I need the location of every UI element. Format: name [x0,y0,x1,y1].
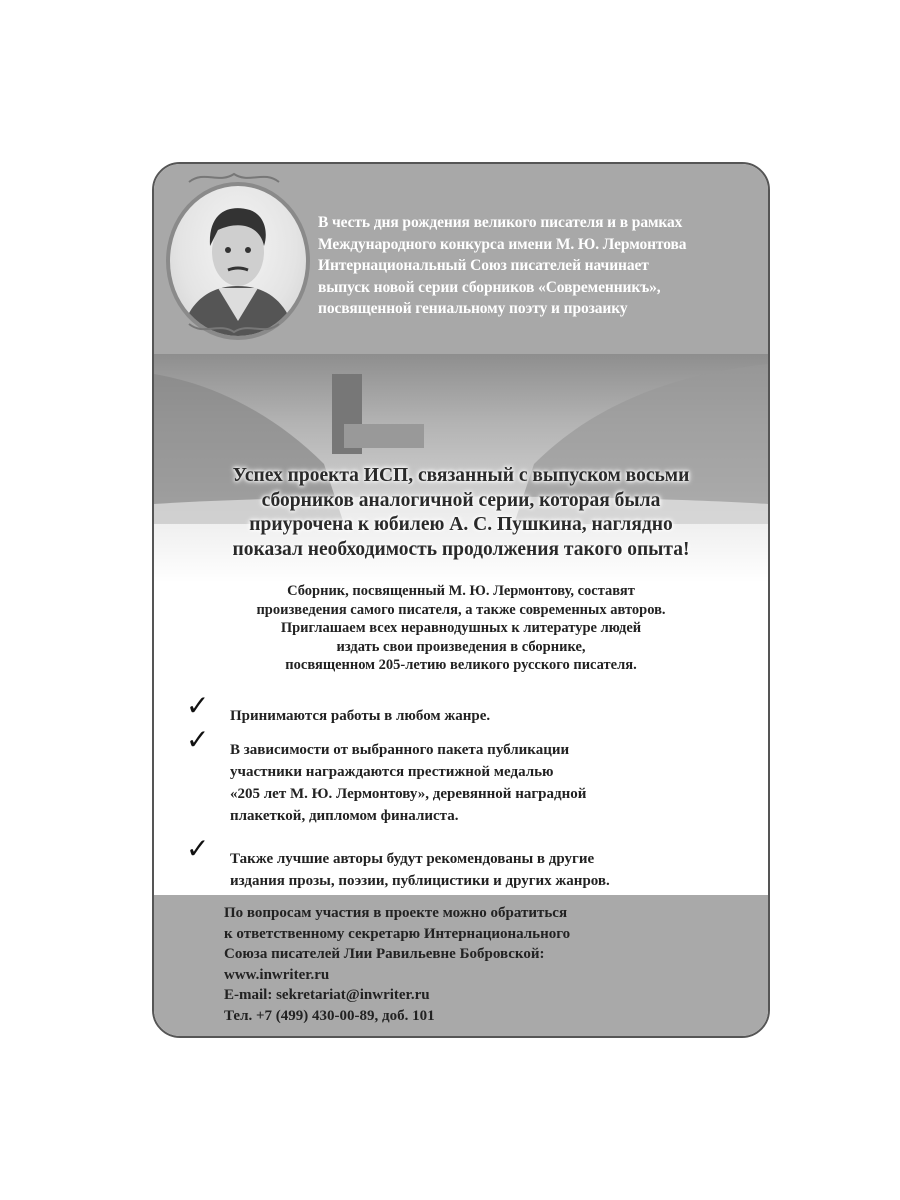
body-line: Сборник, посвященный М. Ю. Лермонтову, составят [287,583,635,599]
body-line: произведения самого писателя, а также современных авторов. [256,601,666,618]
checklist-line: «205 лет М. Ю. Лермонтову», деревянной наградной [230,786,587,802]
intro-line: посвященной гениальному поэту и прозаику [318,300,628,317]
checkmark-icon: ✓ [186,689,210,722]
ornament-bottom-icon [184,322,284,336]
body-line: посвященном 205-летию великого русского писателя. [285,657,637,673]
intro-line: В честь дня рождения великого писателя и в рамках [318,214,683,231]
header-panel [154,164,768,354]
headline-line: сборников аналогичной серии, которая была [261,489,661,511]
body-line: издать свои произведения в сборнике, [336,638,586,655]
contact-line: Союза писателей Лии Равильевне Бобровской: [224,946,545,963]
checklist-line: плакеткой, дипломом финалиста. [230,808,459,824]
checklist-line: Также лучшие авторы будут рекомендованы в другие [230,851,595,867]
phone-text: Тел. +7 (499) 430-00-89, доб. 101 [224,1007,435,1024]
website-link[interactable]: www.inwriter.ru [224,966,330,983]
checklist-line: издания прозы, поэзии, публицистики и других жанров. [230,873,610,889]
checklist-line: В зависимости от выбранного пакета публикации [230,742,570,758]
headline-line: показал необходимость продолжения такого опыта! [232,538,690,560]
checklist-line: участники награждаются престижной медалью [230,764,554,780]
headline-line: Успех проекта ИСП, связанный с выпуском восьми [232,465,690,486]
checklist-item [186,723,587,827]
intro-line: выпуск новой серии сборников «Современникъ», [318,278,661,296]
checklist-line: Принимаются работы в любом жанре. [230,708,491,724]
body-line: Приглашаем всех неравнодушных к литературе людей [280,620,642,636]
headline [154,464,768,562]
body-text [154,582,768,675]
checklist-item [186,832,610,892]
headline-line: приурочена к юбилею А. С. Пушкина, наглядно [249,514,673,535]
contact-line: к ответственному секретарю Интернационального [224,925,571,942]
checkmark-icon: ✓ [186,832,210,865]
contact-panel [154,895,768,1036]
intro-line: Международного конкурса имени М. Ю. Лермонтова [318,235,687,253]
checkmark-icon: ✓ [186,723,210,756]
email-link[interactable]: E-mail: sekretariat@inwriter.ru [224,987,430,1004]
flyer-card [152,162,770,1038]
checklist-item [186,689,491,727]
portrait-image [166,182,310,340]
contact-line: По вопросам участия в проекте можно обратиться [224,905,568,921]
intro-line: Интернациональный Союз писателей начинает [318,257,649,274]
intro-text [318,212,686,320]
contact-text [224,903,570,1027]
